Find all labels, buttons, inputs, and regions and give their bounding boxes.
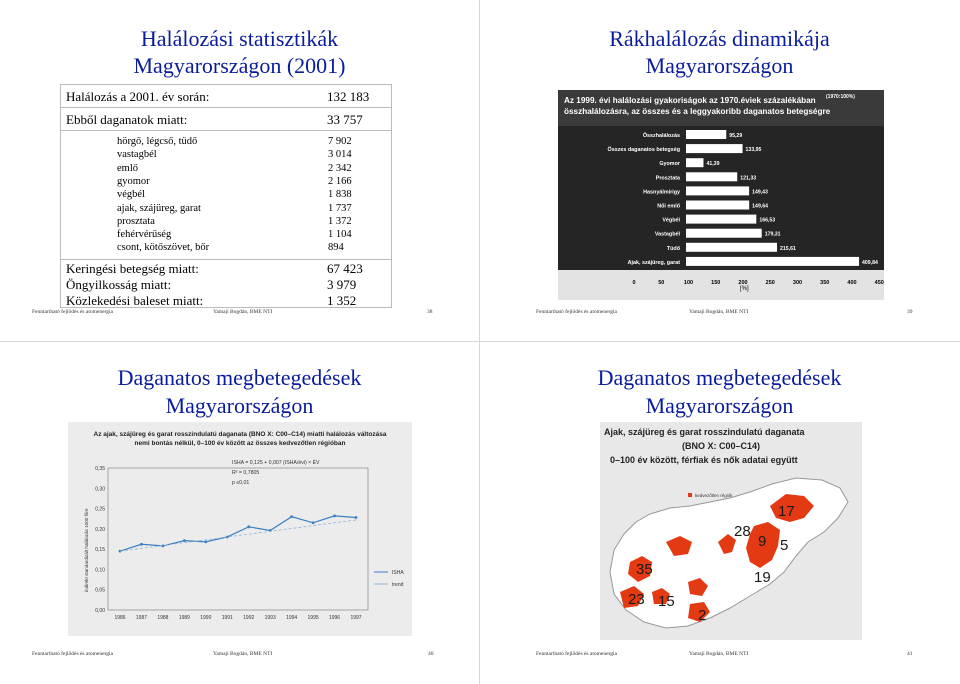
data-point: [140, 543, 143, 546]
row-label: gyomor: [117, 175, 150, 187]
bar-value-label: 166,53: [759, 217, 776, 224]
x-tick-label: 1987: [135, 615, 148, 621]
slide-41: [480, 342, 959, 683]
region-number-label: 15: [658, 593, 675, 610]
x-tick-label: 250: [765, 280, 775, 286]
row-label: csont, kötőszövet, bőr: [117, 242, 210, 254]
x-tick-label: 1990: [200, 615, 212, 621]
data-point: [333, 514, 336, 517]
x-tick-label: 1986: [114, 615, 126, 621]
x-tick-label: 1991: [221, 615, 233, 621]
page-number: 41: [907, 651, 913, 657]
slide-title-line1: Rákhalálozás dinamikája: [609, 26, 830, 51]
bar-value-label: 149,43: [752, 189, 768, 196]
y-tick-label: 0,20: [95, 526, 105, 533]
row-label: végbél: [117, 189, 145, 201]
x-tick-label: 1993: [264, 615, 276, 621]
row-value: 1 104: [328, 229, 352, 241]
region-number-label: 19: [754, 569, 771, 586]
slide-40: [0, 342, 479, 683]
bar: [686, 229, 762, 238]
bar: [686, 215, 756, 224]
legend-label: trend: [392, 582, 404, 588]
row-value: 2 342: [328, 162, 352, 174]
legend-swatch: [688, 493, 692, 497]
y-tick-label: 0,15: [95, 547, 105, 554]
x-tick-label: 450: [874, 280, 884, 286]
country-outline: [610, 478, 848, 628]
x-tick-label: 1995: [307, 615, 319, 621]
bar: [686, 243, 777, 252]
x-tick-label: 50: [658, 280, 665, 286]
slide-title-line2: Magyarországon (2001): [133, 53, 346, 78]
footer: Fenntartható fejlődés és atomenergia Yamaji Bogdán, BME NTI 41: [536, 651, 913, 657]
bar-chart-panel: [558, 90, 884, 300]
region-number-label: 23: [628, 591, 645, 608]
row-label: Keringési betegség miatt:: [66, 261, 199, 276]
y-tick-label: 0,10: [95, 567, 105, 574]
map-title-line2: (BNO X: C00–C14): [682, 441, 761, 451]
statistics-table: Halálozás a 2001. év során: 132 183 Ebből daganatok miatt: 33 757 hörgő, légcső, tüdő 7 902 vastagbél 3 014 emlő 2 342 gyomor 2 166 végbél 1 838 ajak, szájüreg, garat 1 737 prosztata 1 372 fehérvérűség 1 104 csont, kötőszövet, bőr 894 Keringési betegség miatt: 67 423 Öngyilkosság miatt: 3 979 Közlekedési baleset miatt: 1 352: [60, 84, 392, 308]
y-axis-label: indirekt standardizált halálozás 1000 főre: [84, 508, 89, 592]
bar: [686, 201, 749, 210]
row-label: ajak, szájüreg, garat: [117, 202, 201, 214]
series-line-trend: [120, 520, 356, 551]
page-number: 39: [907, 309, 913, 315]
x-tick-label: 1997: [350, 615, 362, 621]
x-tick-label: 150: [711, 280, 721, 286]
slide-title-line2: Magyarországon: [645, 393, 794, 418]
chart-title-line2: összhalálozásra, az összes és a leggyakoribb daganatos betegségre: [564, 107, 831, 116]
annotation-r2: R² = 0,7805: [232, 470, 260, 476]
chart-title-line1: Az ajak, szájüreg és garat rosszindulatú daganata (BNO X: C00–C14) miatti halálozás változása: [93, 431, 387, 438]
slide-title-line1: Daganatos megbetegedések: [117, 365, 362, 390]
x-axis-label: [%]: [740, 286, 749, 292]
footer: Fenntartható fejlődés és atomenergia Yamaji Bogdán, BME NTI 40: [32, 651, 434, 657]
bar: [686, 158, 703, 167]
row-value: 2 166: [328, 175, 352, 187]
map-title-line1: Ajak, szájüreg és garat rosszindulatú daganata: [604, 427, 805, 437]
y-tick-label: 0,30: [95, 486, 105, 493]
bar-value-label: 409,84: [862, 259, 878, 266]
bar-value-label: 121,33: [740, 175, 757, 182]
region-number-label: 9: [758, 533, 767, 550]
annotation-p: p ≤0,01: [232, 480, 250, 486]
slide-title-line1: Daganatos megbetegedések: [597, 365, 842, 390]
y-tick-label: 0,25: [95, 506, 105, 513]
category-label: Összhalálozás: [642, 133, 680, 139]
data-point: [183, 539, 186, 542]
slide-title-line1: Halálozási statisztikák: [140, 26, 339, 51]
chart-note: (1970:100%): [826, 94, 855, 100]
row-label: emlő: [117, 162, 138, 174]
x-tick-label: 1989: [178, 615, 190, 621]
bar: [686, 186, 749, 195]
row-value: 3 979: [327, 277, 357, 292]
row-label: fehérvérűség: [117, 229, 172, 241]
bar-value-label: 149,64: [752, 203, 769, 210]
x-tick-label: 1996: [328, 615, 341, 621]
category-label: Ajak, szájüreg, garat: [627, 259, 680, 266]
row-label: Közlekedési baleset miatt:: [66, 293, 204, 308]
line-chart: [68, 422, 412, 636]
x-tick-label: 200: [738, 280, 748, 286]
bar-value-label: 215,61: [780, 245, 796, 252]
x-tick-label: 1988: [157, 615, 169, 621]
plot-frame: [108, 468, 368, 610]
slide-title-line2: Magyarországon: [645, 53, 794, 78]
data-point: [247, 525, 250, 528]
region-number-label: 28: [734, 523, 751, 540]
page-number: 38: [427, 309, 433, 315]
region-number-label: 5: [780, 537, 789, 554]
category-label: Vastagbél: [654, 231, 680, 238]
map-title-line3: 0–100 év között, férfiak és nők adatai együtt: [610, 455, 798, 465]
slide-title-line2: Magyarországon: [165, 393, 314, 418]
page-number: 40: [428, 651, 434, 657]
legend-label: kedvezőtlen régiók: [695, 493, 733, 498]
footer: Fenntartható fejlődés és atomenergia Yamaji Bogdán, BME NTI 38: [32, 309, 433, 315]
map-panel: [600, 422, 862, 640]
category-label: Gyomor: [659, 161, 680, 168]
y-tick-label: 0,05: [95, 587, 105, 594]
bar: [686, 130, 726, 139]
y-tick-label: 0,35: [95, 466, 105, 472]
data-point: [312, 521, 315, 524]
slide-39: [480, 0, 959, 341]
bar-value-label: 133,95: [745, 147, 762, 154]
row-label: hörgő, légcső, tüdő: [117, 136, 198, 147]
bar: [686, 172, 737, 181]
row-value: 1 838: [328, 189, 352, 201]
bar-value-label: 41,39: [706, 161, 720, 168]
row-value: 1 372: [328, 215, 352, 227]
row-value: 1 737: [328, 202, 352, 214]
category-label: Prosztata: [655, 175, 680, 182]
row-label: prosztata: [117, 215, 155, 227]
x-tick-label: 100: [683, 280, 694, 286]
category-label: Tüdő: [666, 245, 680, 252]
legend-label: ISHA: [392, 570, 404, 576]
bar-value-label: 95,29: [729, 133, 743, 139]
category-label: Végbél: [662, 217, 680, 224]
bar-value-label: 179,31: [764, 231, 781, 238]
bar: [686, 144, 743, 153]
chart-title-line1: Az 1999. évi halálozási gyakoriságok az 1970.éviek százalékában: [564, 96, 816, 105]
row-value: 894: [328, 242, 344, 254]
category-label: Hasnyálmirigy: [643, 189, 680, 196]
row-label: Öngyilkosság miatt:: [66, 277, 172, 292]
x-tick-label: 300: [792, 280, 803, 286]
region-number-label: 2: [698, 607, 707, 624]
series-line-isha: [120, 516, 356, 551]
x-tick-label: 400: [847, 280, 857, 286]
footer: Fenntartható fejlődés és atomenergia Yamaji Bogdán, BME NTI 39: [536, 309, 913, 315]
x-tick-label: 350: [820, 280, 830, 286]
annotation-equation: ISHA = 0,125 + 0,007 (ISHA/évi) × ÉV: [232, 460, 320, 466]
x-tick-label: 0: [632, 280, 636, 286]
data-point: [204, 540, 207, 543]
x-tick-label: 1994: [286, 615, 298, 621]
bar-chart: [558, 90, 884, 300]
bar: [686, 257, 859, 266]
data-point: [290, 515, 293, 518]
region-number-label: 17: [778, 503, 795, 520]
category-label: Női emlő: [657, 203, 680, 210]
row-label: vastagbél: [117, 149, 157, 161]
y-tick-label: 0,00: [95, 608, 105, 614]
line-chart-panel: [68, 422, 412, 636]
row-value: 67 423: [327, 261, 363, 276]
row-value: 1 352: [327, 293, 357, 308]
chart-title-line2: nemi bontás nélkül, 0–100 év között az összes kedvezőtlen régióban: [134, 440, 346, 447]
hungary-map: [600, 422, 862, 640]
x-tick-label: 1992: [243, 615, 255, 621]
row-value: 3 014: [328, 149, 352, 161]
data-point: [355, 516, 358, 519]
category-label: Összes daganatos betegség: [607, 147, 680, 154]
region-number-label: 35: [636, 561, 653, 578]
row-value: 7 902: [328, 136, 352, 147]
slide-38: [0, 0, 479, 341]
